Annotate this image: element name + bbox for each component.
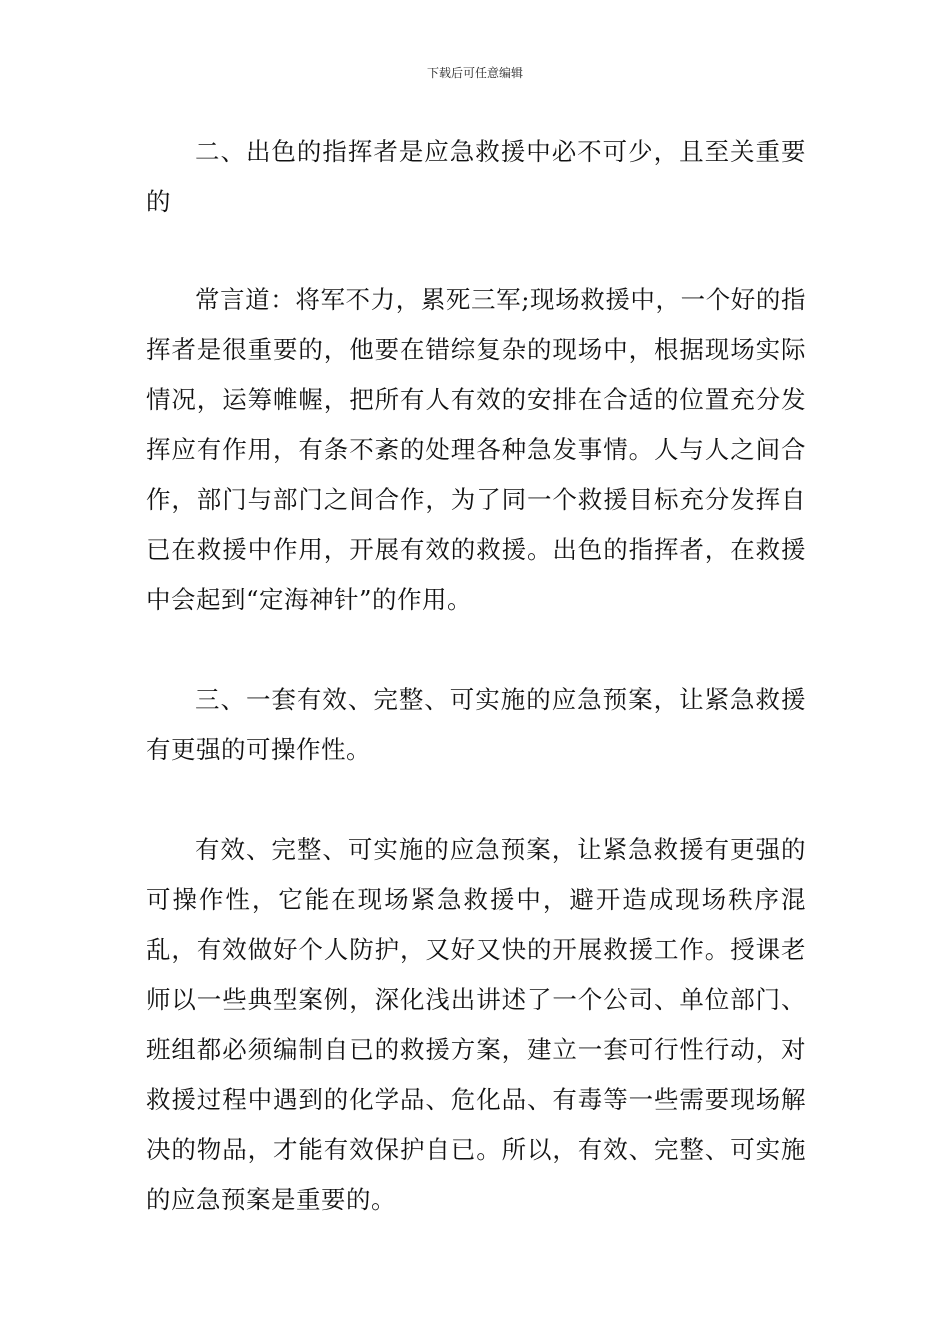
section-heading-2: 二、出色的指挥者是应急救援中必不可少，且至关重要的: [146, 137, 806, 216]
paragraph-commander: 常言道：将军不力，累死三军;现场救援中，一个好的指挥者是很重要的，他要在错综复杂的现场中，根据现场实际情况，运筹帷幄，把所有人有效的安排在合适的位置充分发挥应有作用，有条不紊的处理各种急发事情。人与人之间合作，部门与部门之间合作，为了同一个救援目标充分发挥自已在救援中作用，开展有效的救援。出色的指挥者，在救援中会起到“定海神针”的作用。: [146, 285, 806, 614]
section-heading-3: 三、一套有效、完整、可实施的应急预案，让紧急救援有更强的可操作性。: [146, 685, 806, 764]
page-header: 下载后可任意编辑: [426, 66, 523, 80]
paragraph-emergency-plan: 有效、完整、可实施的应急预案，让紧急救援有更强的可操作性，它能在现场紧急救援中，避开造成现场秩序混乱，有效做好个人防护，又好又快的开展救援工作。授课老师以一些典型案例，深化浅出讲述了一个公司、单位部门、班组都必须编制自已的救援方案，建立一套可行性行动，对救援过程中遇到的化学品、危化品、有毒等一些需要现场解决的物品，才能有效保护自已。所以，有效、完整、可实施的应急预案是重要的。: [146, 835, 806, 1214]
